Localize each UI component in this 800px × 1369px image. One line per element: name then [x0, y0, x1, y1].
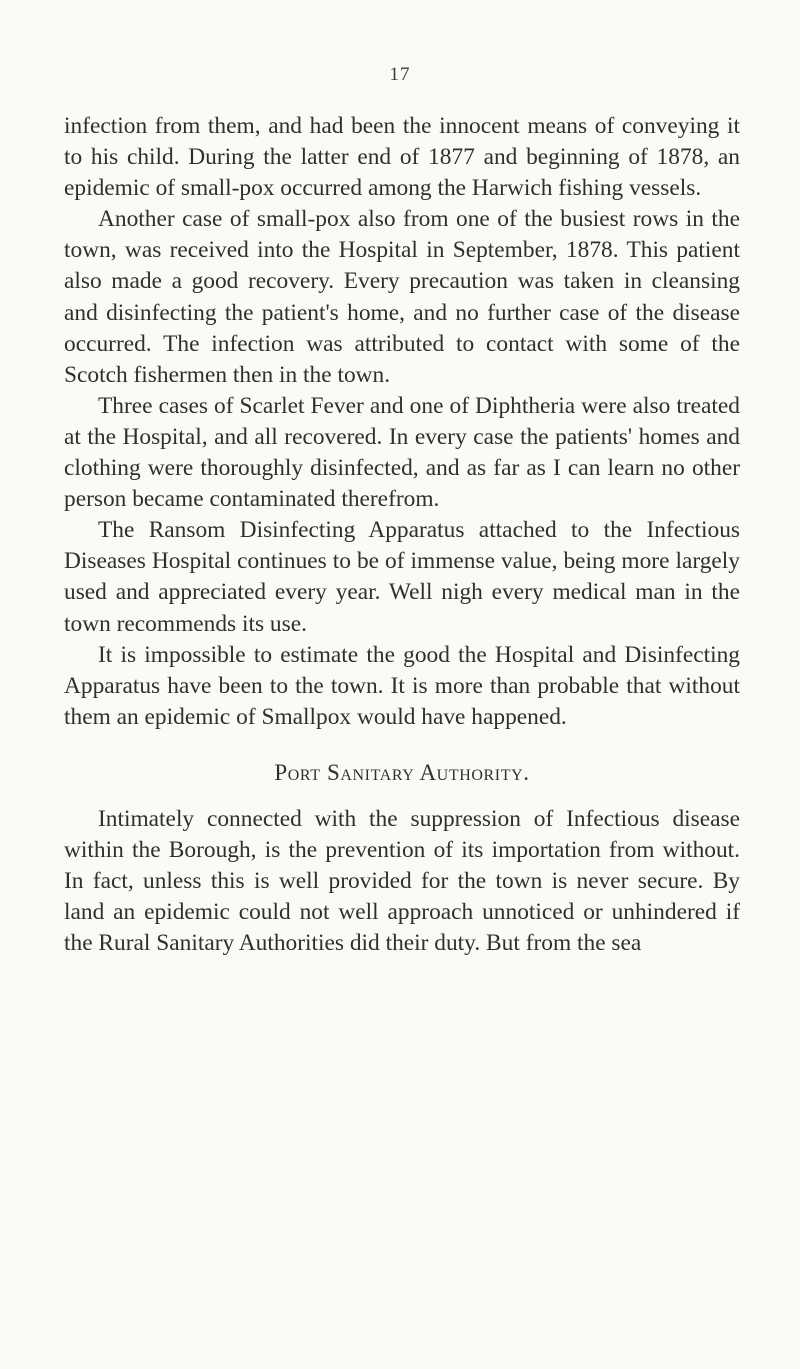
paragraph-continued: infection from them, and had been the innocent means of conveying it to his child. During the latter end of 1877 and beginning of 1878, an epidemic of small-pox occurred among the Harwich fishing vessels.	[64, 113, 740, 202]
paragraph-scarlet-fever: Three cases of Scarlet Fever and one of Diphtheria were also treated at the Hospital, and all recovered. In every case the patients' homes and clothing were thoroughly disinfected, and as far as I can learn no other person became contaminated therefrom.	[64, 392, 740, 513]
paragraph-impossible-estimate: It is impossible to estimate the good the Hospital and Disinfecting Apparatus have been to the town. It is more than probable that without them an epidemic of Smallpox would have happened.	[64, 641, 740, 730]
section-heading: Port Sanitary Authority.	[274, 759, 530, 785]
paragraph-disinfecting-apparatus: The Ransom Disinfecting Apparatus attached to the Infectious Diseases Hospital continues to be of immense value, being more largely used and appreciated every year. Well nigh every medical man in the town recommends its use.	[64, 517, 740, 637]
paragraph-smallpox-case: Another case of small-pox also from one of the busiest rows in the town, was received into the Hospital in September, 1878. This patient also made a good recovery. Every precaution was taken in cleansing and disinfecting the patient's home, and no further case of the disease occurred. The infection was attributed to contact with some of the Scotch fishermen then in the town.	[64, 206, 740, 388]
body-text	[64, 111, 740, 959]
paragraph-port-sanitary: Intimately connected with the suppression of Infectious disease within the Borough, is the prevention of its importation from without. In fact, unless this is well provided for the town is never secure. By land an epidemic could not well approach unnoticed or unhindered if the Rural Sanitary Authorities did their duty. But from the sea	[64, 805, 740, 957]
page-number: 17	[389, 64, 411, 85]
